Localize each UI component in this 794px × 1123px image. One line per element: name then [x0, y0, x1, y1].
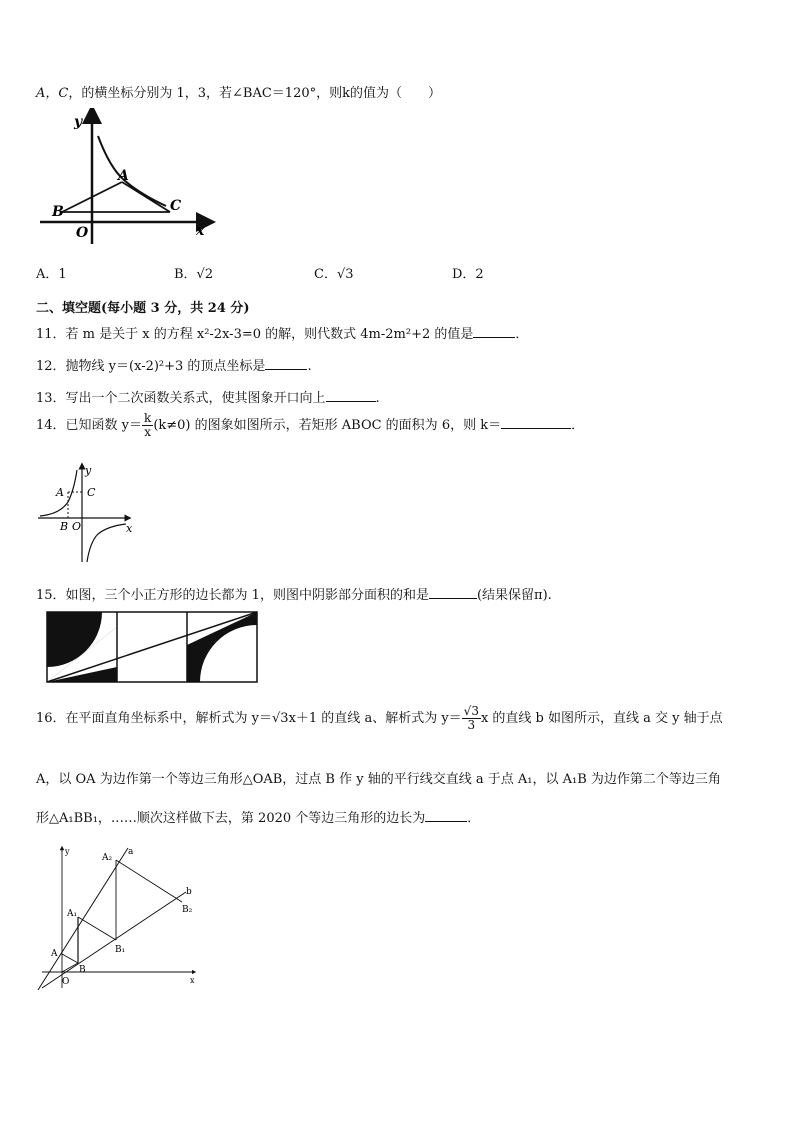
q10-label-a: A [118, 168, 129, 184]
section-title-fill-blank: 二、填空题(每小题 3 分，共 24 分) [36, 301, 250, 316]
q14-fraction [142, 412, 153, 439]
q16-fraction [462, 705, 481, 732]
q14-frac-num: k [144, 411, 152, 425]
q11 [36, 323, 528, 342]
q10-label-b: B [52, 204, 64, 220]
q14-hyperbola-lower-right [87, 524, 126, 562]
q15-text: 15．如图，三个小正方形的边长都为 1，则图中阴影部分面积的和是 [36, 588, 429, 603]
q10-segment-ac [122, 182, 170, 212]
q14-label-o: O [72, 520, 82, 533]
q16-line1-post: x 的直线 b 如图所示，直线 a 交 y 轴于点 [480, 711, 723, 726]
q16-line2: A，以 OA 为边作第一个等边三角形△OAB，过点 B 作 y 轴的平行线交直线 a 于点 A₁，以 A₁B 为边作第二个等边三角 [36, 772, 721, 787]
q14-label-a: A [56, 486, 64, 499]
q16-label-a1: A₁ [67, 909, 78, 919]
q14-label-c: C [87, 486, 96, 499]
q14-answer-blank[interactable] [501, 416, 571, 429]
q12-text: 12．抛物线 y＝(x-2)²+3 的顶点坐标是 [36, 359, 266, 374]
q14-label-x: x [126, 522, 133, 535]
q10-stem-text: ，的横坐标分别为 1，3，若∠BAC＝120°，则k的值为（ ） [68, 86, 441, 101]
q15 [36, 584, 552, 603]
q10-option-d[interactable]: D．2 [452, 267, 484, 282]
q16-frac-den: 3 [467, 718, 476, 732]
q16-end: ． [467, 811, 481, 826]
q10-label-x: x [196, 223, 205, 239]
q16-label-o: O [62, 977, 70, 987]
q15-figure [46, 611, 258, 683]
q16-label-a: A [51, 949, 58, 959]
q10-hyperbola [98, 136, 166, 206]
q16-label-line-a: a [128, 847, 134, 857]
q16-label-b2: B₂ [182, 905, 193, 915]
q16-line1-pre: 16．在平面直角坐标系中，解析式为 y＝√3x＋1 的直线 a、解析式为 y＝ [36, 711, 462, 726]
q16-line1 [36, 705, 723, 732]
q10-option-c[interactable]: C．√3 [314, 267, 354, 282]
q16-label-a2: A₂ [102, 853, 113, 863]
q10-option-a[interactable]: A．1 [36, 267, 67, 282]
q10-label-c: C [170, 198, 182, 214]
q16-line-b [42, 892, 186, 988]
q10-stem-prefix: A，C [36, 86, 69, 101]
q13 [36, 387, 380, 406]
q14 [36, 412, 584, 439]
q14-pre: 14．已知函数 y＝ [36, 418, 143, 433]
q14-end: ． [571, 418, 585, 433]
q14-frac-den: x [144, 425, 152, 439]
q12-answer-blank[interactable] [265, 357, 307, 370]
q16-seg-a1b1 [78, 917, 116, 940]
q16-seg-ab [62, 954, 78, 963]
q15-answer-blank[interactable] [429, 586, 477, 599]
q10-stem [36, 82, 441, 101]
q16-figure [36, 842, 200, 992]
q16-label-line-b: b [186, 887, 192, 897]
q14-label-y: y [85, 464, 92, 477]
q14-figure [36, 460, 140, 570]
q14-post: (k≠0) 的图象如图所示，若矩形 ABOC 的面积为 6，则 k＝ [153, 418, 502, 433]
q10-option-b[interactable]: B．√2 [174, 267, 214, 282]
q16-answer-blank[interactable] [425, 809, 467, 822]
q10-label-o: O [76, 225, 89, 241]
q12 [36, 355, 312, 374]
q14-label-b: B [60, 520, 69, 533]
q11-answer-blank[interactable] [473, 325, 515, 338]
q16-line3-pre: 形△A₁BB₁，……顺次这样做下去，第 2020 个等边三角形的边长为 [36, 811, 426, 826]
q16-seg-a2b2 [116, 860, 182, 902]
q12-end: . [307, 359, 312, 374]
q13-end: . [375, 391, 380, 406]
q11-text: 11．若 m 是关于 x 的方程 x²-2x-3=0 的解，则代数式 4m-2m²+2 的值是 [36, 327, 474, 342]
q16-label-b: B [79, 965, 86, 975]
q16-label-y: y [65, 847, 70, 856]
q13-text: 13．写出一个二次函数关系式，使其图象开口向上 [36, 391, 326, 406]
q10-label-y: y [74, 114, 83, 130]
q11-end: ． [515, 327, 529, 342]
q16-label-b1: B₁ [115, 945, 126, 955]
q10-figure [36, 108, 216, 250]
q16-frac-num: √3 [463, 704, 479, 718]
q13-answer-blank[interactable] [326, 389, 376, 402]
q16-seg-ob [62, 963, 78, 972]
q15-end: (结果保留π). [476, 588, 552, 603]
q16-label-x: x [190, 976, 195, 985]
q16-line3 [36, 807, 480, 826]
